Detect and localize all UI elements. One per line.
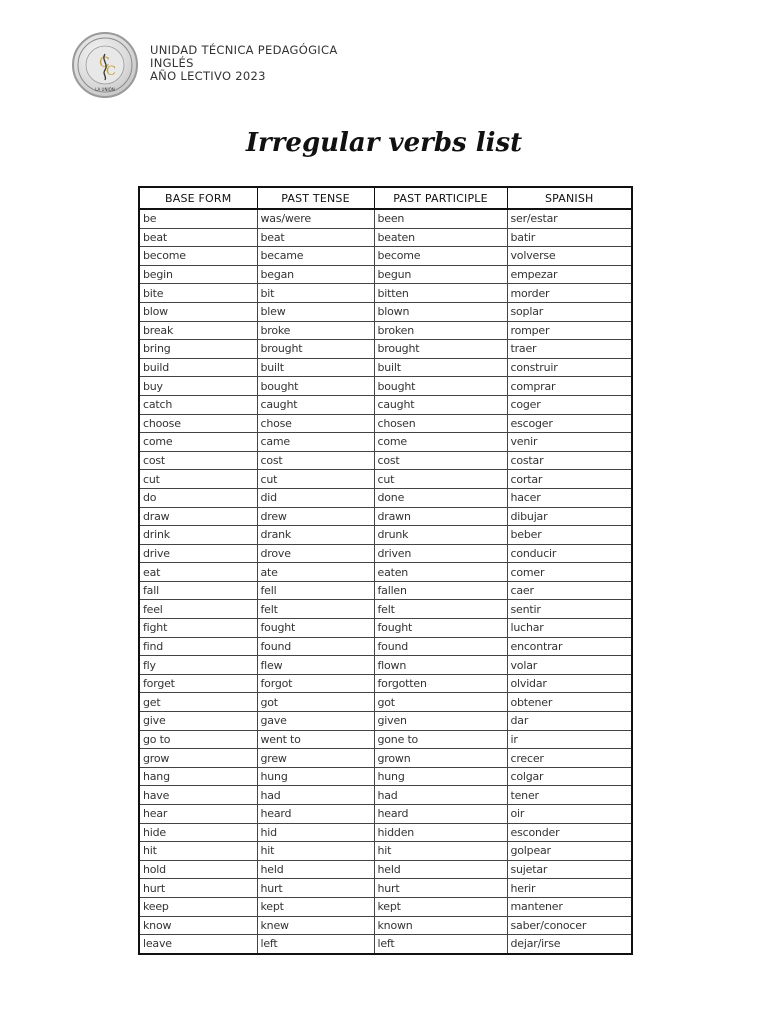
base-form-cell: draw bbox=[139, 507, 257, 526]
table-row bbox=[139, 321, 632, 340]
past-participle-cell: got bbox=[374, 693, 507, 712]
past-tense-cell: hung bbox=[257, 767, 374, 786]
past-tense-cell: brought bbox=[257, 340, 374, 359]
base-form-cell: blow bbox=[139, 302, 257, 321]
spanish-cell: conducir bbox=[507, 544, 632, 563]
seal-emblem-icon bbox=[74, 34, 136, 96]
past-tense-cell: cost bbox=[257, 451, 374, 470]
past-tense-cell: kept bbox=[257, 897, 374, 916]
spanish-cell: dibujar bbox=[507, 507, 632, 526]
spanish-cell: sujetar bbox=[507, 860, 632, 879]
table-row bbox=[139, 340, 632, 359]
table-header-row bbox=[139, 187, 632, 209]
past-tense-cell: found bbox=[257, 637, 374, 656]
base-form-cell: give bbox=[139, 712, 257, 731]
table-row bbox=[139, 377, 632, 396]
table-row bbox=[139, 507, 632, 526]
base-form-cell: hit bbox=[139, 842, 257, 861]
past-tense-cell: became bbox=[257, 247, 374, 266]
spanish-cell: costar bbox=[507, 451, 632, 470]
past-tense-cell: grew bbox=[257, 749, 374, 768]
school-header bbox=[150, 44, 338, 83]
past-participle-cell: blown bbox=[374, 302, 507, 321]
past-participle-cell: fallen bbox=[374, 581, 507, 600]
past-tense-cell: fell bbox=[257, 581, 374, 600]
past-tense-cell: caught bbox=[257, 395, 374, 414]
past-participle-cell: gone to bbox=[374, 730, 507, 749]
base-form-cell: drink bbox=[139, 526, 257, 545]
base-form-cell: cost bbox=[139, 451, 257, 470]
spanish-cell: empezar bbox=[507, 265, 632, 284]
base-form-cell: drive bbox=[139, 544, 257, 563]
table-row bbox=[139, 860, 632, 879]
base-form-cell: build bbox=[139, 358, 257, 377]
past-participle-cell: driven bbox=[374, 544, 507, 563]
table-row bbox=[139, 414, 632, 433]
svg-text:LA UNIÓN: LA UNIÓN bbox=[95, 87, 115, 92]
svg-text:C: C bbox=[99, 55, 110, 71]
past-participle-cell: flown bbox=[374, 656, 507, 675]
base-form-cell: fly bbox=[139, 656, 257, 675]
table-row bbox=[139, 619, 632, 638]
school-seal-logo bbox=[72, 32, 138, 98]
past-participle-cell: beaten bbox=[374, 228, 507, 247]
past-participle-cell: hurt bbox=[374, 879, 507, 898]
irregular-verbs-table bbox=[138, 186, 633, 955]
past-tense-cell: built bbox=[257, 358, 374, 377]
spanish-cell: golpear bbox=[507, 842, 632, 861]
spanish-cell: obtener bbox=[507, 693, 632, 712]
base-form-cell: grow bbox=[139, 749, 257, 768]
base-form-cell: hear bbox=[139, 805, 257, 824]
base-form-cell: do bbox=[139, 488, 257, 507]
past-tense-cell: blew bbox=[257, 302, 374, 321]
past-participle-cell: come bbox=[374, 433, 507, 452]
past-participle-cell: been bbox=[374, 209, 507, 228]
spanish-cell: morder bbox=[507, 284, 632, 303]
header-base-form: BASE FORM bbox=[139, 187, 257, 209]
spanish-cell: saber/conocer bbox=[507, 916, 632, 935]
base-form-cell: hurt bbox=[139, 879, 257, 898]
past-participle-cell: eaten bbox=[374, 563, 507, 582]
past-tense-cell: got bbox=[257, 693, 374, 712]
table-row bbox=[139, 842, 632, 861]
table-row bbox=[139, 674, 632, 693]
base-form-cell: know bbox=[139, 916, 257, 935]
past-participle-cell: drawn bbox=[374, 507, 507, 526]
past-participle-cell: bitten bbox=[374, 284, 507, 303]
header-past-participle: PAST PARTICIPLE bbox=[374, 187, 507, 209]
past-participle-cell: chosen bbox=[374, 414, 507, 433]
base-form-cell: come bbox=[139, 433, 257, 452]
past-participle-cell: become bbox=[374, 247, 507, 266]
base-form-cell: fall bbox=[139, 581, 257, 600]
table-row bbox=[139, 451, 632, 470]
base-form-cell: bring bbox=[139, 340, 257, 359]
table-row bbox=[139, 563, 632, 582]
past-participle-cell: held bbox=[374, 860, 507, 879]
spanish-cell: batir bbox=[507, 228, 632, 247]
page-title: Irregular verbs list bbox=[245, 128, 523, 158]
past-tense-cell: felt bbox=[257, 600, 374, 619]
table-row bbox=[139, 600, 632, 619]
svg-text:C: C bbox=[106, 64, 116, 79]
table-row bbox=[139, 302, 632, 321]
spanish-cell: cortar bbox=[507, 470, 632, 489]
spanish-cell: dejar/irse bbox=[507, 935, 632, 954]
past-tense-cell: held bbox=[257, 860, 374, 879]
past-participle-cell: had bbox=[374, 786, 507, 805]
base-form-cell: be bbox=[139, 209, 257, 228]
base-form-cell: find bbox=[139, 637, 257, 656]
past-participle-cell: done bbox=[374, 488, 507, 507]
table-row bbox=[139, 395, 632, 414]
table-row bbox=[139, 544, 632, 563]
spanish-cell: construir bbox=[507, 358, 632, 377]
spanish-cell: esconder bbox=[507, 823, 632, 842]
spanish-cell: comer bbox=[507, 563, 632, 582]
past-tense-cell: was/were bbox=[257, 209, 374, 228]
past-tense-cell: began bbox=[257, 265, 374, 284]
past-participle-cell: grown bbox=[374, 749, 507, 768]
base-form-cell: beat bbox=[139, 228, 257, 247]
past-tense-cell: hurt bbox=[257, 879, 374, 898]
base-form-cell: get bbox=[139, 693, 257, 712]
past-tense-cell: left bbox=[257, 935, 374, 954]
base-form-cell: hide bbox=[139, 823, 257, 842]
spanish-cell: ser/estar bbox=[507, 209, 632, 228]
past-participle-cell: cost bbox=[374, 451, 507, 470]
base-form-cell: begin bbox=[139, 265, 257, 284]
spanish-cell: herir bbox=[507, 879, 632, 898]
base-form-cell: hold bbox=[139, 860, 257, 879]
past-tense-cell: cut bbox=[257, 470, 374, 489]
spanish-cell: crecer bbox=[507, 749, 632, 768]
past-tense-cell: broke bbox=[257, 321, 374, 340]
base-form-cell: cut bbox=[139, 470, 257, 489]
spanish-cell: traer bbox=[507, 340, 632, 359]
past-participle-cell: given bbox=[374, 712, 507, 731]
past-participle-cell: known bbox=[374, 916, 507, 935]
past-tense-cell: hit bbox=[257, 842, 374, 861]
past-participle-cell: drunk bbox=[374, 526, 507, 545]
table-row bbox=[139, 712, 632, 731]
spanish-cell: coger bbox=[507, 395, 632, 414]
header-line-subject: INGLÉS bbox=[150, 56, 194, 70]
past-tense-cell: bit bbox=[257, 284, 374, 303]
past-participle-cell: fought bbox=[374, 619, 507, 638]
spanish-cell: comprar bbox=[507, 377, 632, 396]
spanish-cell: sentir bbox=[507, 600, 632, 619]
spanish-cell: mantener bbox=[507, 897, 632, 916]
header-spanish: SPANISH bbox=[507, 187, 632, 209]
spanish-cell: ir bbox=[507, 730, 632, 749]
past-participle-cell: broken bbox=[374, 321, 507, 340]
past-tense-cell: drove bbox=[257, 544, 374, 563]
spanish-cell: olvidar bbox=[507, 674, 632, 693]
past-participle-cell: caught bbox=[374, 395, 507, 414]
spanish-cell: escoger bbox=[507, 414, 632, 433]
base-form-cell: have bbox=[139, 786, 257, 805]
past-tense-cell: heard bbox=[257, 805, 374, 824]
past-participle-cell: forgotten bbox=[374, 674, 507, 693]
spanish-cell: caer bbox=[507, 581, 632, 600]
spanish-cell: oir bbox=[507, 805, 632, 824]
table-row bbox=[139, 358, 632, 377]
table-row bbox=[139, 656, 632, 675]
past-participle-cell: found bbox=[374, 637, 507, 656]
table-row bbox=[139, 786, 632, 805]
past-participle-cell: built bbox=[374, 358, 507, 377]
past-participle-cell: brought bbox=[374, 340, 507, 359]
past-tense-cell: came bbox=[257, 433, 374, 452]
past-participle-cell: left bbox=[374, 935, 507, 954]
table-row bbox=[139, 805, 632, 824]
spanish-cell: beber bbox=[507, 526, 632, 545]
base-form-cell: become bbox=[139, 247, 257, 266]
table-row bbox=[139, 693, 632, 712]
spanish-cell: soplar bbox=[507, 302, 632, 321]
past-tense-cell: had bbox=[257, 786, 374, 805]
past-tense-cell: chose bbox=[257, 414, 374, 433]
base-form-cell: fight bbox=[139, 619, 257, 638]
past-participle-cell: hidden bbox=[374, 823, 507, 842]
base-form-cell: forget bbox=[139, 674, 257, 693]
past-tense-cell: beat bbox=[257, 228, 374, 247]
table-row bbox=[139, 265, 632, 284]
base-form-cell: leave bbox=[139, 935, 257, 954]
past-tense-cell: gave bbox=[257, 712, 374, 731]
past-tense-cell: forgot bbox=[257, 674, 374, 693]
past-participle-cell: hit bbox=[374, 842, 507, 861]
past-participle-cell: begun bbox=[374, 265, 507, 284]
past-tense-cell: did bbox=[257, 488, 374, 507]
header-line-unit: UNIDAD TÉCNICA PEDAGÓGICA bbox=[150, 43, 338, 57]
past-tense-cell: bought bbox=[257, 377, 374, 396]
past-participle-cell: cut bbox=[374, 470, 507, 489]
past-tense-cell: knew bbox=[257, 916, 374, 935]
table-row bbox=[139, 433, 632, 452]
table-row bbox=[139, 916, 632, 935]
past-tense-cell: flew bbox=[257, 656, 374, 675]
past-tense-cell: hid bbox=[257, 823, 374, 842]
table-row bbox=[139, 897, 632, 916]
table-row bbox=[139, 749, 632, 768]
base-form-cell: bite bbox=[139, 284, 257, 303]
base-form-cell: eat bbox=[139, 563, 257, 582]
past-tense-cell: went to bbox=[257, 730, 374, 749]
past-participle-cell: hung bbox=[374, 767, 507, 786]
base-form-cell: catch bbox=[139, 395, 257, 414]
table-row bbox=[139, 228, 632, 247]
table-row bbox=[139, 767, 632, 786]
spanish-cell: colgar bbox=[507, 767, 632, 786]
header-past-tense: PAST TENSE bbox=[257, 187, 374, 209]
base-form-cell: hang bbox=[139, 767, 257, 786]
table-row bbox=[139, 730, 632, 749]
table-row bbox=[139, 470, 632, 489]
spanish-cell: romper bbox=[507, 321, 632, 340]
past-tense-cell: ate bbox=[257, 563, 374, 582]
past-tense-cell: drank bbox=[257, 526, 374, 545]
past-tense-cell: fought bbox=[257, 619, 374, 638]
table-row bbox=[139, 823, 632, 842]
base-form-cell: feel bbox=[139, 600, 257, 619]
table-row bbox=[139, 488, 632, 507]
base-form-cell: buy bbox=[139, 377, 257, 396]
spanish-cell: encontrar bbox=[507, 637, 632, 656]
base-form-cell: choose bbox=[139, 414, 257, 433]
table-row bbox=[139, 284, 632, 303]
spanish-cell: dar bbox=[507, 712, 632, 731]
header-line-year: AÑO LECTIVO 2023 bbox=[150, 69, 266, 83]
table-row bbox=[139, 581, 632, 600]
table-row bbox=[139, 209, 632, 228]
table-row bbox=[139, 935, 632, 954]
spanish-cell: tener bbox=[507, 786, 632, 805]
spanish-cell: venir bbox=[507, 433, 632, 452]
past-participle-cell: felt bbox=[374, 600, 507, 619]
spanish-cell: volar bbox=[507, 656, 632, 675]
past-participle-cell: bought bbox=[374, 377, 507, 396]
table-row bbox=[139, 879, 632, 898]
table-row bbox=[139, 637, 632, 656]
base-form-cell: break bbox=[139, 321, 257, 340]
spanish-cell: hacer bbox=[507, 488, 632, 507]
base-form-cell: go to bbox=[139, 730, 257, 749]
past-participle-cell: kept bbox=[374, 897, 507, 916]
table-row bbox=[139, 526, 632, 545]
table-row bbox=[139, 247, 632, 266]
past-participle-cell: heard bbox=[374, 805, 507, 824]
spanish-cell: luchar bbox=[507, 619, 632, 638]
base-form-cell: keep bbox=[139, 897, 257, 916]
spanish-cell: volverse bbox=[507, 247, 632, 266]
past-tense-cell: drew bbox=[257, 507, 374, 526]
